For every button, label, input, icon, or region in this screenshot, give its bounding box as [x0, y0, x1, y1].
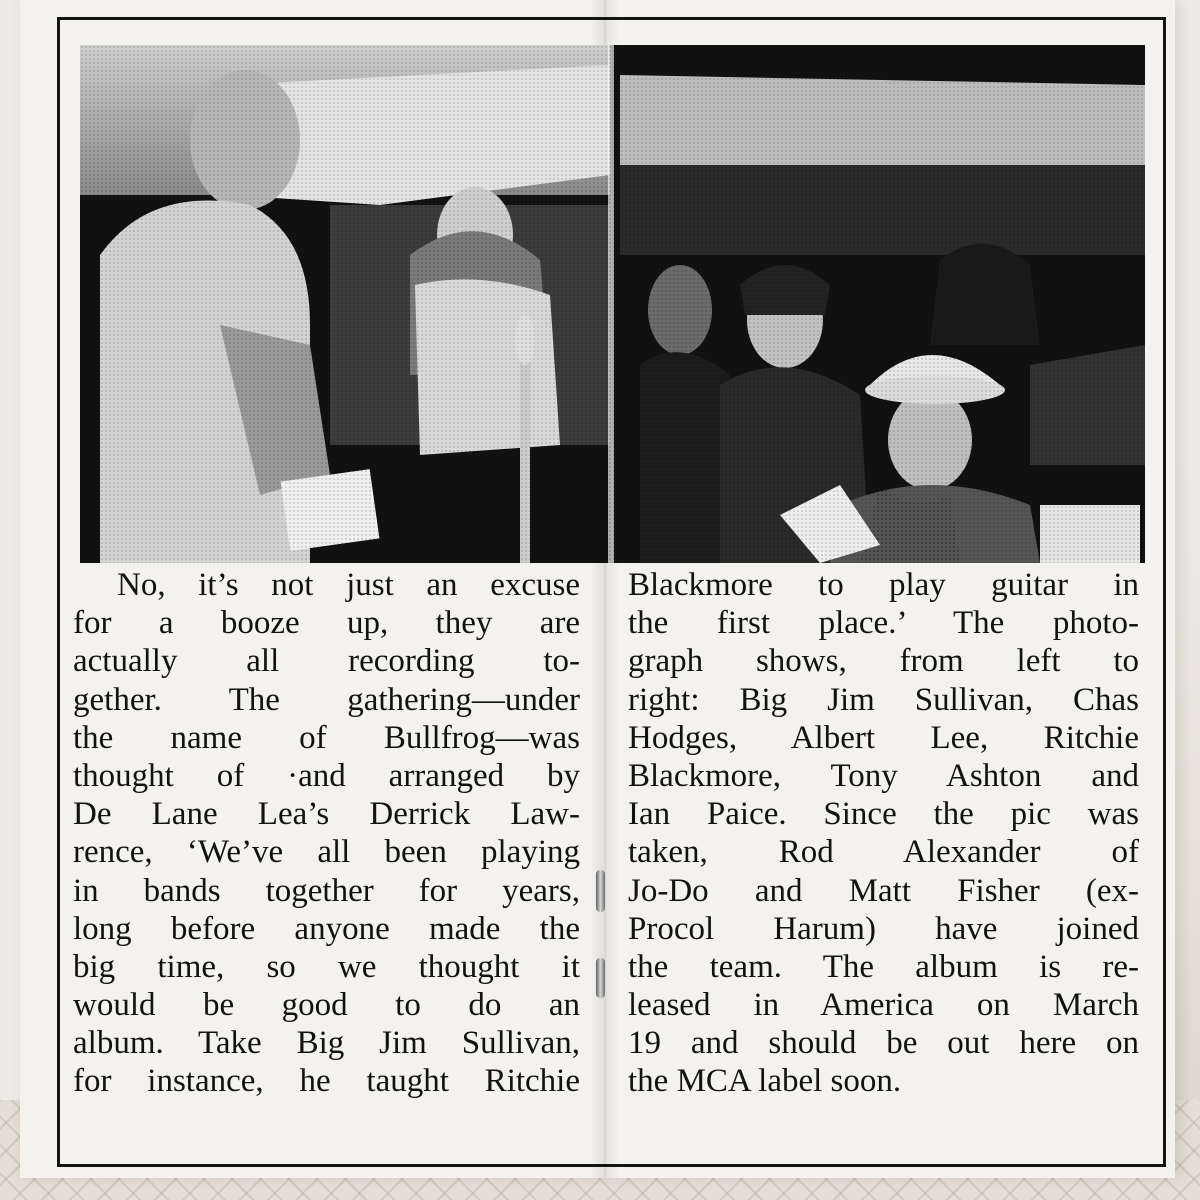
- text-line: album. Take Big Jim Sullivan,: [73, 1025, 580, 1062]
- staple-bottom: [596, 958, 605, 998]
- text-line: would be good to do an: [73, 987, 580, 1024]
- text-line: the name of Bullfrog—was: [73, 719, 580, 756]
- text-line: graph shows, from left to: [628, 643, 1139, 680]
- text-line: Blackmore, Tony Ashton and: [628, 757, 1139, 794]
- text-line: for a booze up, they are: [73, 605, 580, 642]
- text-line: Blackmore to play guitar in: [628, 567, 1139, 603]
- article-right-column: [628, 566, 1139, 1101]
- text-line: Hodges, Albert Lee, Ritchie: [628, 719, 1139, 756]
- text-line: big time, so we thought it: [73, 948, 580, 985]
- text-line: for instance, he taught Ritchie: [73, 1063, 580, 1100]
- article-left-column: [73, 566, 580, 1101]
- text-line: Procol Harum) have joined: [628, 910, 1139, 947]
- text-line: long before anyone made the: [73, 910, 580, 947]
- text-line: No, it’s not just an excuse: [117, 567, 580, 603]
- text-line: the team. The album is re-: [628, 948, 1139, 985]
- text-line: De Lane Lea’s Derrick Law-: [73, 796, 580, 833]
- text-line: rence, ‘We’ve all been playing: [73, 834, 580, 871]
- text-line: 19 and should be out here on: [628, 1025, 1139, 1062]
- text-line: leased in America on March: [628, 987, 1139, 1024]
- band-photo-illustration: [80, 45, 1145, 563]
- text-line: Jo-Do and Matt Fisher (ex-: [628, 872, 1139, 909]
- text-line: thought of ·and arranged by: [73, 757, 580, 794]
- text-line: right: Big Jim Sullivan, Chas: [628, 681, 1139, 718]
- text-line: gether. The gathering—under: [73, 681, 580, 718]
- text-line: actually all recording to-: [73, 643, 580, 680]
- text-line: in bands together for years,: [73, 872, 580, 909]
- text-line: taken, Rod Alexander of: [628, 834, 1139, 871]
- staple-top: [596, 870, 605, 912]
- text-line: Ian Paice. Since the pic was: [628, 796, 1139, 833]
- text-line: the MCA label soon.: [628, 1063, 902, 1100]
- band-photo: [80, 45, 1145, 563]
- text-line: the first place.’ The photo-: [628, 605, 1139, 642]
